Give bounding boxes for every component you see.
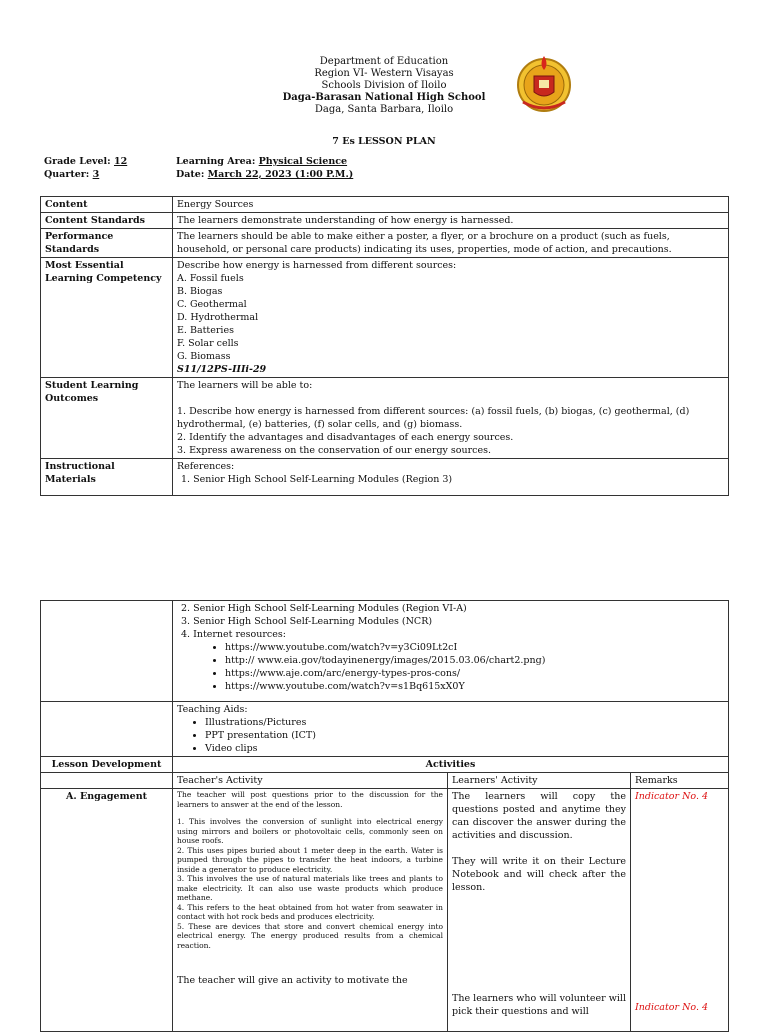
row-lesson-development — [41, 757, 729, 773]
slo-value — [173, 378, 729, 459]
content-value: Energy Sources — [173, 197, 729, 213]
melc-value — [173, 258, 729, 378]
school-name: Daga-Barasan National High School — [282, 92, 486, 103]
melc-item: F. Solar cells — [177, 338, 239, 349]
school-address: Daga, Santa Barbara, Iloilo — [314, 104, 454, 115]
reference-item: 2. Senior High School Self-Learning Modules (Region VI-A) — [181, 603, 467, 614]
row-content-standards — [41, 213, 729, 229]
learner-text: The learners will copy the questions posted and anytime they can discover the answer during the activities and discussion. — [452, 791, 626, 841]
melc-label: Most Essential Learning Competency — [41, 258, 173, 378]
row-engagement — [41, 789, 729, 1032]
school-seal-icon — [515, 52, 573, 114]
teacher-activity-cell — [173, 789, 448, 1032]
melc-item: C. Geothermal — [177, 299, 247, 310]
aids-list — [177, 716, 724, 755]
aid-item: • PPT presentation (ICT) — [205, 729, 724, 742]
lesson-development-label: Lesson Development — [41, 757, 173, 773]
resource-link[interactable]: • https://www.youtube.com/watch?v=y3Ci09Lt2cI — [225, 641, 724, 654]
lesson-plan-table-2 — [40, 600, 729, 1032]
learner-text: The learners who will volunteer will pick their questions and will — [452, 993, 626, 1017]
lesson-plan-table-1 — [40, 196, 729, 496]
references-cont — [173, 601, 729, 702]
reference-item: 1. Senior High School Self-Learning Modules (Region 3) — [181, 474, 453, 485]
header-line2: Region VI- Western Visayas — [314, 68, 454, 79]
remark-indicator: Indicator No. 4 — [635, 791, 709, 802]
performance-standards-value: The learners should be able to make either a poster, a flyer, or a brochure on a product (such as fuels, household, or personal care products) indicating its uses, properties, mode of action, and precautions. — [173, 229, 729, 258]
slo-label: Student Learning Outcomes — [41, 378, 173, 459]
reference-item: 3. Senior High School Self-Learning Modules (NCR) — [181, 616, 433, 627]
aid-item: • Video clips — [205, 742, 724, 755]
melc-item: G. Biomass — [177, 351, 231, 362]
resource-link[interactable]: • https://www.youtube.com/watch?v=s1Bq615xX0Y — [225, 680, 724, 693]
col-remarks: Remarks — [631, 773, 729, 789]
slo-intro: The learners will be able to: — [177, 380, 313, 391]
header-line1: Department of Education — [319, 56, 449, 67]
teacher-question: 2. This uses pipes buried about 1 meter deep in the earth. Water is pumped through the pipes to transfer the heat indoors, a turbine inside a generator to produce electricity. — [177, 845, 443, 874]
teaching-aids-label: Teaching Aids: — [177, 704, 248, 715]
grade-quarter — [44, 155, 127, 181]
area-label: Learning Area: — [176, 156, 256, 167]
resource-link[interactable]: • https://www.aje.com/arc/energy-types-pros-cons/ — [225, 667, 724, 680]
slo-item: 1. Describe how energy is harnessed from different sources: (a) fossil fuels, (b) biogas, (c) geothermal, (d) hydrothermal, (e) batteries, (f) solar cells, and (g) biomass. — [177, 406, 690, 430]
melc-item: E. Batteries — [177, 325, 234, 336]
date-value: March 22, 2023 (1:00 P.M.) — [207, 169, 354, 180]
content-label: Content — [41, 197, 173, 213]
letterhead — [0, 56, 768, 116]
instructional-materials-label: Instructional Materials — [41, 459, 173, 496]
row-melc — [41, 258, 729, 378]
teacher-question: 1. This involves the conversion of sunlight into electrical energy using mirrors and boilers or photovoltaic cells, commonly seen on house roofs. — [177, 817, 443, 845]
col-teacher-activity: Teacher's Activity — [173, 773, 448, 789]
melc-code: S11/12PS-IIIi-29 — [177, 364, 267, 375]
melc-item: A. Fossil fuels — [177, 273, 244, 284]
row-instructional-materials — [41, 459, 729, 496]
row-performance-standards — [41, 229, 729, 258]
grade-label: Grade Level: — [44, 156, 111, 167]
activities-label: Activities — [173, 757, 729, 773]
teacher-question: 3. This involves the use of natural materials like trees and plants to make electricity. It can also use waste products which produce methane. — [177, 874, 443, 902]
content-standards-label: Content Standards — [41, 213, 173, 229]
row-slo — [41, 378, 729, 459]
aid-item: • Illustrations/Pictures — [205, 716, 724, 729]
grade-value: 12 — [113, 156, 128, 167]
quarter-label: Quarter: — [44, 169, 90, 180]
content-standards-value: The learners demonstrate understanding of how energy is harnessed. — [173, 213, 729, 229]
teacher-question: 4. This refers to the heat obtained from hot water from seawater in contact with hot rock beds and produces electricity. — [177, 902, 443, 921]
link-list — [177, 641, 724, 693]
date-label: Date: — [176, 169, 205, 180]
row-column-headers — [41, 773, 729, 789]
melc-item: D. Hydrothermal — [177, 312, 259, 323]
engagement-label: A. Engagement — [41, 789, 173, 1032]
references-label: References: — [177, 461, 235, 472]
melc-item: B. Biogas — [177, 286, 223, 297]
slo-item: 3. Express awareness on the conservation of our energy sources. — [177, 445, 492, 456]
slo-item: 2. Identify the advantages and disadvantages of each energy sources. — [177, 432, 514, 443]
learner-text: They will write it on their Lecture Notebook and will check after the lesson. — [452, 856, 626, 893]
row-references-cont — [41, 601, 729, 702]
col-learners-activity: Learners' Activity — [448, 773, 631, 789]
reference-item: 4. Internet resources: — [181, 629, 286, 640]
teacher-next: The teacher will give an activity to motivate the — [177, 975, 408, 986]
quarter-value: 3 — [92, 169, 100, 180]
melc-intro: Describe how energy is harnessed from different sources: — [177, 260, 457, 271]
teacher-question: 5. These are devices that store and convert chemical energy into electrical energy. The energy produced results from a chemical reaction. — [177, 921, 443, 950]
resource-link[interactable]: • http:// www.eia.gov/todayinenergy/images/2015.03.06/chart2.png) — [225, 654, 724, 667]
remarks-cell — [631, 789, 729, 1032]
teaching-aids — [173, 702, 729, 757]
teacher-intro: The teacher will post questions prior to the discussion for the learners to answer at the end of the lesson. — [177, 790, 443, 809]
header-line3: Schools Division of Iloilo — [321, 80, 447, 91]
area-value: Physical Science — [258, 156, 348, 167]
performance-standards-label: Performance Standards — [41, 229, 173, 258]
row-teaching-aids — [41, 702, 729, 757]
remark-indicator: Indicator No. 4 — [635, 1002, 709, 1013]
area-date — [176, 155, 353, 181]
plan-title: 7 Es LESSON PLAN — [332, 136, 436, 147]
instructional-materials-value — [173, 459, 729, 496]
row-content — [41, 197, 729, 213]
learners-activity-cell — [448, 789, 631, 1032]
